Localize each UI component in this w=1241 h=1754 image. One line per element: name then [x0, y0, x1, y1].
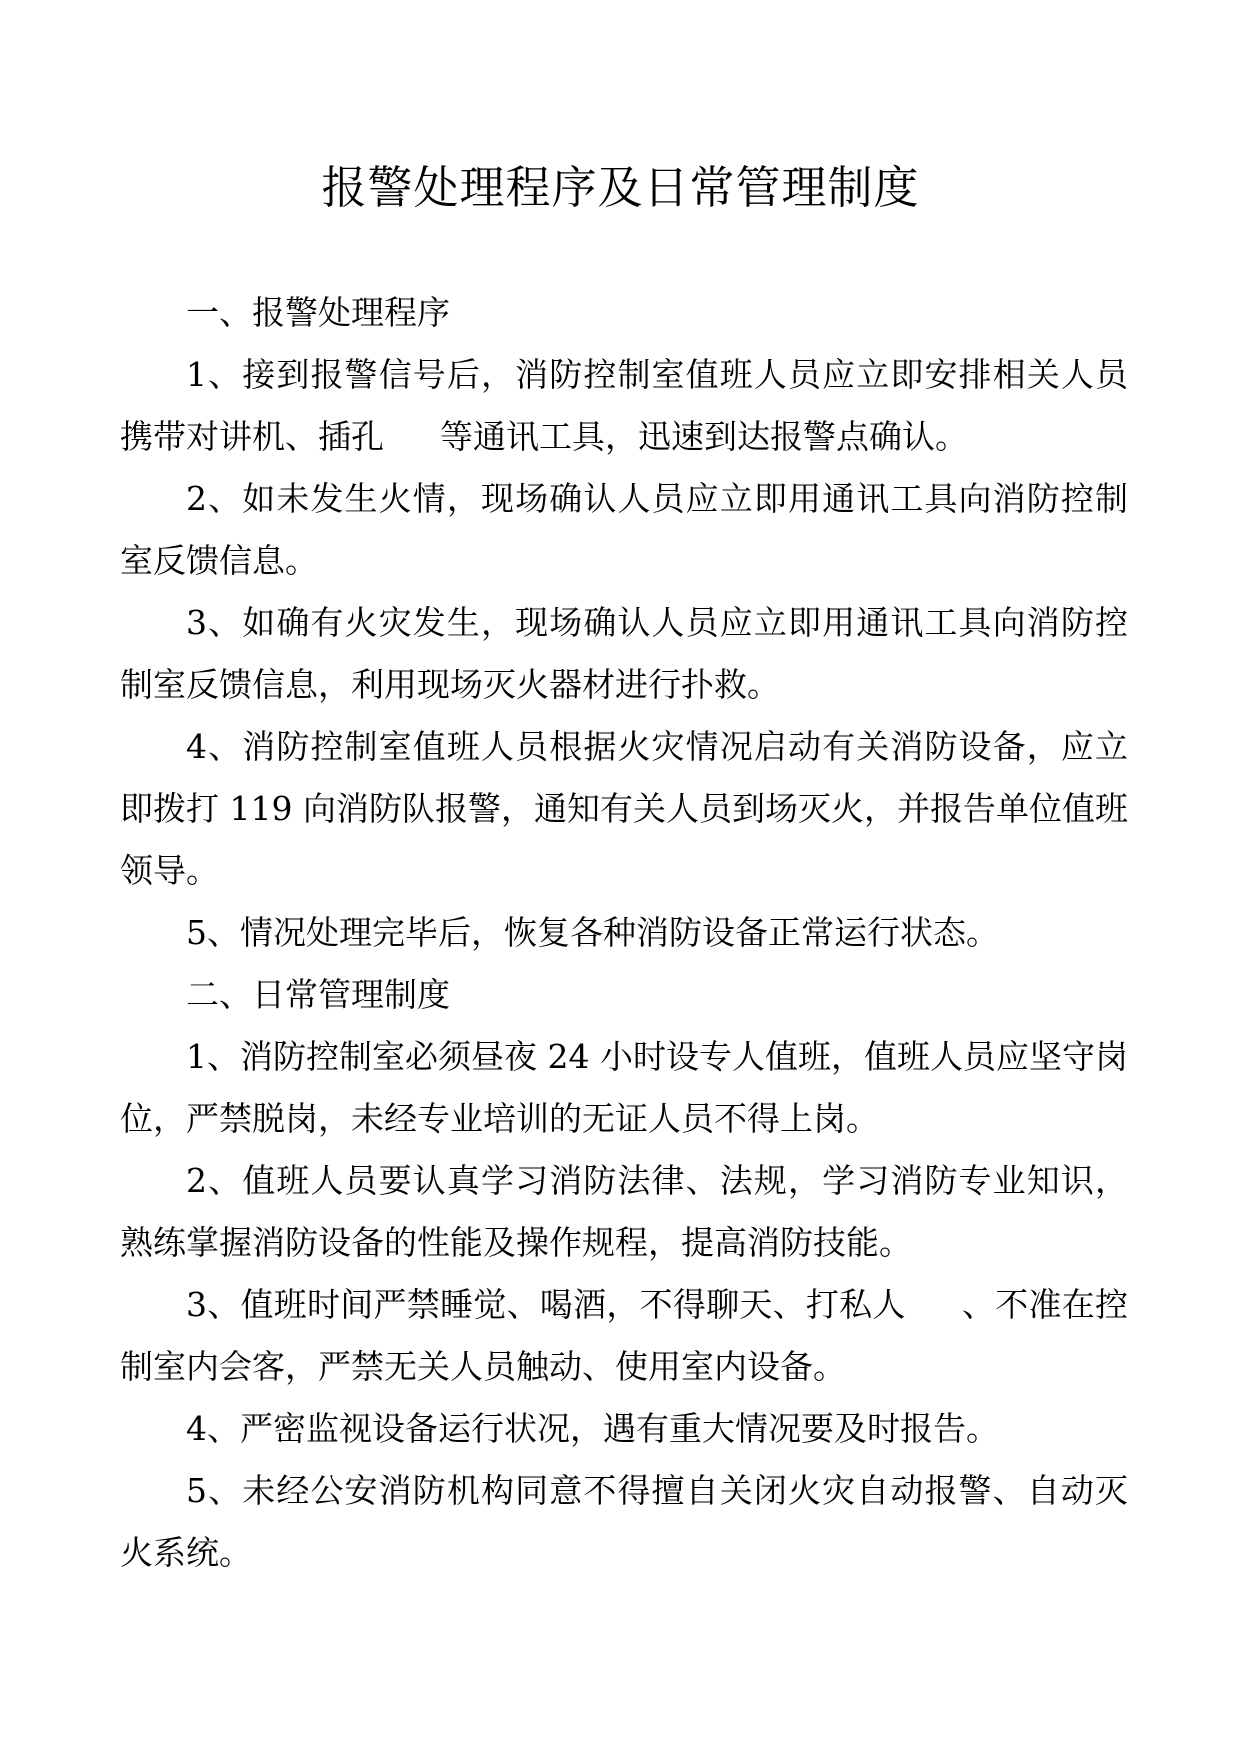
section-heading-daily-management: 二、日常管理制度 [186, 975, 450, 1014]
daily-management-item-3-text-before: 3、值班时间严禁睡觉、喝酒，不得聊天、打私人 [186, 1285, 906, 1324]
daily-management-item-3 [120, 1274, 1128, 1398]
alarm-procedure-item-1-text-before: 1、接到报警信号后，消防控制室值班人员应立即安排相关人员携带对讲机、插孔 [120, 355, 1128, 456]
daily-management-item-4: 4、严密监视设备运行状况，遇有重大情况要及时报告。 [186, 1409, 999, 1448]
alarm-procedure-item-1-text-after: 等通讯工具，迅速到达报警点确认。 [440, 417, 968, 456]
daily-management-item-3-text-after: 、不准在控制室内会客，严禁无关人员触动、使用室内设备。 [120, 1285, 1128, 1386]
alarm-procedure-item-4: 4、消防控制室值班人员根据火灾情况启动有关消防设备，应立即拨打 119 向消防队报警，通知有关人员到场灭火，并报告单位值班领导。 [120, 727, 1128, 890]
alarm-procedure-item-1 [120, 344, 1128, 468]
alarm-procedure-item-5: 5、情况处理完毕后，恢复各种消防设备正常运行状态。 [186, 913, 999, 952]
section-heading-alarm-procedure: 一、报警处理程序 [186, 293, 450, 332]
alarm-procedure-item-3: 3、如确有火灾发生，现场确认人员应立即用通讯工具向消防控制室反馈信息，利用现场灭火器材进行扑救。 [120, 603, 1128, 704]
document-body [120, 282, 1128, 1584]
daily-management-item-2: 2、值班人员要认真学习消防法律、法规，学习消防专业知识，熟练掌握消防设备的性能及操作规程，提高消防技能。 [120, 1161, 1128, 1262]
alarm-procedure-item-2: 2、如未发生火情，现场确认人员应立即用通讯工具向消防控制室反馈信息。 [120, 479, 1128, 580]
document-title: 报警处理程序及日常管理制度 [321, 161, 920, 214]
daily-management-item-1: 1、消防控制室必须昼夜 24 小时设专人值班，值班人员应坚守岗位，严禁脱岗，未经专业培训的无证人员不得上岗。 [120, 1037, 1128, 1138]
daily-management-item-5: 5、未经公安消防机构同意不得擅自关闭火灾自动报警、自动灭火系统。 [120, 1471, 1128, 1572]
